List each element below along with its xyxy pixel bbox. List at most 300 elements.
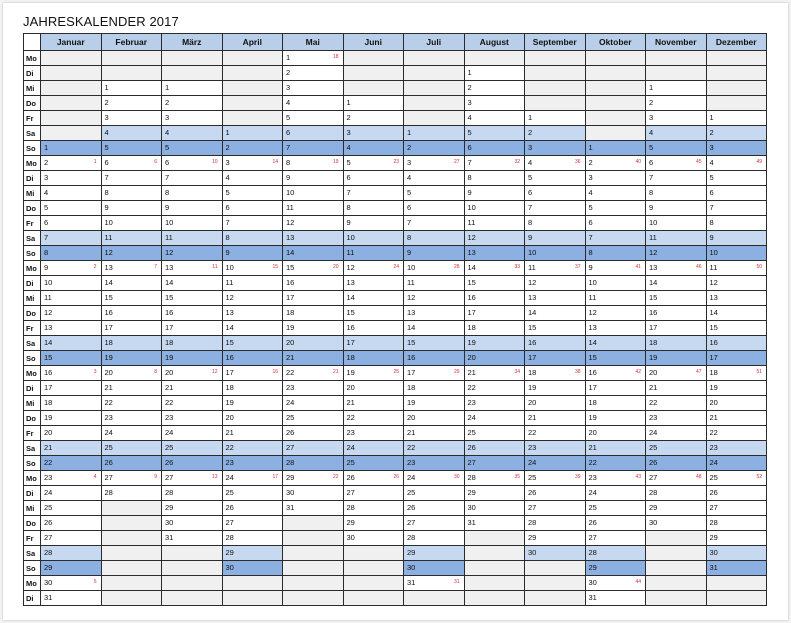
day-cell [646, 381, 707, 396]
day-cell [404, 141, 465, 156]
day-cell [101, 396, 162, 411]
day-number: 9 [44, 263, 49, 272]
day-cell [162, 126, 223, 141]
day-cell [585, 471, 646, 486]
day-cell [222, 171, 283, 186]
day-cell [404, 276, 465, 291]
day-number: 15 [588, 353, 597, 362]
calendar-row [24, 591, 767, 606]
day-cell [222, 336, 283, 351]
day-cell [464, 291, 525, 306]
day-cell [222, 516, 283, 531]
empty-cell [41, 111, 102, 126]
weekday-label: So [24, 141, 41, 156]
day-cell [585, 411, 646, 426]
week-number: 17 [272, 474, 278, 480]
day-number: 20 [225, 413, 234, 422]
day-cell [404, 486, 465, 501]
week-number: 38 [574, 369, 581, 375]
day-number: 27 [709, 503, 718, 512]
week-number: 49 [756, 159, 762, 165]
day-number: 5 [286, 113, 291, 122]
day-cell [283, 291, 344, 306]
day-number: 27 [104, 473, 113, 482]
day-number: 6 [44, 218, 49, 227]
day-cell [222, 366, 283, 381]
day-cell [464, 141, 525, 156]
day-cell [222, 216, 283, 231]
empty-cell [464, 51, 525, 66]
day-cell [646, 141, 707, 156]
day-number: 14 [649, 278, 658, 287]
day-number: 17 [225, 368, 234, 377]
day-cell [162, 261, 223, 276]
day-cell [283, 141, 344, 156]
week-number: 19 [332, 159, 339, 165]
day-number: 2 [165, 98, 170, 107]
empty-cell [706, 66, 767, 81]
day-number: 12 [528, 278, 537, 287]
day-cell [585, 546, 646, 561]
day-number: 10 [44, 278, 53, 287]
day-cell [283, 411, 344, 426]
day-number: 15 [225, 338, 234, 347]
day-cell [585, 216, 646, 231]
week-number: 21 [332, 369, 339, 375]
day-cell [464, 156, 525, 171]
empty-cell [404, 81, 465, 96]
day-cell [283, 246, 344, 261]
day-cell [585, 336, 646, 351]
day-cell [283, 456, 344, 471]
day-number: 14 [407, 323, 416, 332]
day-cell [343, 291, 404, 306]
day-number: 4 [225, 173, 230, 182]
day-number: 8 [44, 248, 49, 257]
empty-cell [343, 561, 404, 576]
calendar-row [24, 546, 767, 561]
calendar-row [24, 576, 767, 591]
day-cell [404, 426, 465, 441]
day-cell [706, 426, 767, 441]
day-cell [404, 321, 465, 336]
day-number: 3 [346, 128, 351, 137]
day-cell [646, 501, 707, 516]
day-number: 17 [467, 308, 476, 317]
day-cell [525, 201, 586, 216]
day-number: 21 [649, 383, 658, 392]
week-number: 42 [635, 369, 641, 375]
day-cell [41, 201, 102, 216]
day-cell [706, 216, 767, 231]
day-cell [101, 111, 162, 126]
day-number: 29 [286, 473, 295, 482]
day-cell [162, 216, 223, 231]
day-number: 28 [649, 488, 658, 497]
day-cell [464, 456, 525, 471]
day-number: 13 [44, 323, 53, 332]
day-cell [101, 126, 162, 141]
week-number: 45 [695, 159, 702, 165]
empty-cell [101, 51, 162, 66]
day-number: 30 [225, 563, 234, 572]
day-number: 21 [165, 383, 174, 392]
empty-cell [162, 51, 223, 66]
empty-cell [525, 576, 586, 591]
day-number: 28 [407, 533, 416, 542]
calendar-row [24, 51, 767, 66]
month-header: April [222, 34, 283, 51]
day-cell [41, 591, 102, 606]
day-number: 5 [104, 143, 109, 152]
day-number: 11 [407, 278, 415, 287]
day-number: 4 [346, 143, 351, 152]
day-number: 18 [588, 398, 597, 407]
day-cell [343, 426, 404, 441]
day-number: 14 [528, 308, 537, 317]
day-number: 13 [407, 308, 416, 317]
day-cell [283, 231, 344, 246]
day-cell [222, 426, 283, 441]
day-number: 5 [649, 143, 654, 152]
day-number: 1 [104, 83, 109, 92]
day-number: 6 [528, 188, 533, 197]
empty-cell [343, 51, 404, 66]
day-cell [525, 336, 586, 351]
day-number: 20 [467, 353, 476, 362]
day-cell [525, 501, 586, 516]
day-cell [646, 261, 707, 276]
empty-cell [222, 96, 283, 111]
day-number: 30 [528, 548, 537, 557]
day-number: 28 [225, 533, 234, 542]
day-number: 7 [528, 203, 533, 212]
day-cell [283, 321, 344, 336]
week-number: 27 [453, 159, 460, 165]
day-number: 31 [467, 518, 476, 527]
day-cell [585, 351, 646, 366]
day-number: 23 [286, 383, 295, 392]
day-cell [404, 441, 465, 456]
day-number: 30 [286, 488, 295, 497]
day-cell [404, 291, 465, 306]
day-cell [162, 81, 223, 96]
day-cell [404, 546, 465, 561]
day-cell [646, 276, 707, 291]
empty-cell [404, 66, 465, 81]
day-number: 15 [165, 293, 174, 302]
day-number: 23 [44, 473, 53, 482]
week-number: 2 [93, 264, 97, 270]
day-number: 12 [649, 248, 658, 257]
day-number: 6 [165, 158, 170, 167]
day-cell [41, 231, 102, 246]
day-number: 13 [225, 308, 234, 317]
empty-cell [343, 576, 404, 591]
day-cell [283, 216, 344, 231]
day-cell [162, 96, 223, 111]
day-number: 7 [407, 218, 412, 227]
weekday-label: Do [24, 306, 41, 321]
day-cell [646, 321, 707, 336]
day-number: 9 [225, 248, 230, 257]
calendar-row [24, 561, 767, 576]
month-header: Juni [343, 34, 404, 51]
day-cell [41, 276, 102, 291]
week-number: 31 [453, 579, 460, 585]
day-number: 26 [709, 488, 718, 497]
calendar-row [24, 141, 767, 156]
empty-cell [343, 546, 404, 561]
day-number: 3 [407, 158, 412, 167]
day-number: 27 [588, 533, 597, 542]
calendar-row [24, 81, 767, 96]
day-cell [404, 231, 465, 246]
day-cell [343, 306, 404, 321]
day-number: 20 [104, 368, 113, 377]
day-number: 11 [588, 293, 597, 302]
month-header: September [525, 34, 586, 51]
day-cell [464, 306, 525, 321]
day-number: 26 [104, 458, 113, 467]
week-number: 20 [332, 264, 339, 270]
day-cell [525, 306, 586, 321]
day-number: 11 [286, 203, 294, 212]
day-number: 24 [165, 428, 174, 437]
empty-cell [283, 591, 344, 606]
day-number: 8 [225, 233, 230, 242]
day-cell [162, 441, 223, 456]
day-number: 9 [286, 173, 291, 182]
day-number: 7 [467, 158, 472, 167]
day-cell [101, 276, 162, 291]
day-cell [222, 246, 283, 261]
day-cell [343, 531, 404, 546]
day-cell [585, 186, 646, 201]
day-cell [222, 321, 283, 336]
day-cell [404, 351, 465, 366]
day-cell [162, 426, 223, 441]
empty-cell [41, 66, 102, 81]
day-cell [464, 171, 525, 186]
day-number: 28 [286, 458, 295, 467]
week-number: 4 [93, 474, 97, 480]
day-number: 27 [44, 533, 53, 542]
day-number: 8 [588, 248, 593, 257]
calendar-row [24, 396, 767, 411]
week-number: 47 [695, 369, 702, 375]
day-number: 19 [709, 383, 718, 392]
day-cell [162, 366, 223, 381]
day-number: 8 [346, 203, 351, 212]
day-number: 17 [649, 323, 658, 332]
day-number: 26 [467, 443, 476, 452]
day-number: 30 [649, 518, 658, 527]
day-number: 13 [346, 278, 355, 287]
day-number: 16 [649, 308, 658, 317]
calendar-row [24, 411, 767, 426]
calendar-row [24, 291, 767, 306]
empty-cell [525, 591, 586, 606]
day-cell [41, 531, 102, 546]
day-number: 10 [467, 203, 476, 212]
day-cell [283, 276, 344, 291]
day-cell [404, 336, 465, 351]
day-number: 5 [407, 188, 412, 197]
day-number: 25 [225, 488, 234, 497]
day-cell [343, 516, 404, 531]
day-number: 18 [104, 338, 113, 347]
day-number: 26 [286, 428, 295, 437]
day-cell [222, 306, 283, 321]
day-cell [646, 96, 707, 111]
week-number: 29 [453, 369, 460, 375]
day-cell [41, 216, 102, 231]
day-cell [464, 201, 525, 216]
day-cell [706, 351, 767, 366]
day-cell [404, 366, 465, 381]
day-number: 8 [165, 188, 170, 197]
day-cell [283, 171, 344, 186]
calendar-row [24, 96, 767, 111]
day-cell [464, 276, 525, 291]
day-number: 28 [528, 518, 537, 527]
day-number: 27 [649, 473, 658, 482]
day-number: 13 [709, 293, 718, 302]
day-cell [404, 531, 465, 546]
empty-cell [525, 51, 586, 66]
day-cell [646, 246, 707, 261]
calendar-row [24, 516, 767, 531]
day-cell [283, 351, 344, 366]
week-number: 18 [332, 54, 339, 60]
day-cell [585, 531, 646, 546]
day-number: 4 [467, 113, 472, 122]
day-number: 19 [467, 338, 476, 347]
day-number: 20 [528, 398, 537, 407]
day-number: 24 [44, 488, 53, 497]
empty-cell [646, 51, 707, 66]
day-cell [646, 516, 707, 531]
day-number: 5 [528, 173, 533, 182]
empty-cell [41, 126, 102, 141]
empty-cell [343, 591, 404, 606]
day-number: 31 [44, 593, 53, 602]
day-cell [464, 501, 525, 516]
day-number: 23 [588, 473, 597, 482]
day-cell [283, 111, 344, 126]
weekday-label: Mo [24, 261, 41, 276]
day-number: 22 [407, 443, 416, 452]
day-number: 5 [346, 158, 351, 167]
day-cell [222, 456, 283, 471]
day-number: 6 [286, 128, 291, 137]
day-number: 12 [44, 308, 53, 317]
day-number: 25 [44, 503, 53, 512]
day-cell [525, 471, 586, 486]
day-cell [101, 141, 162, 156]
day-number: 22 [104, 398, 113, 407]
empty-cell [283, 561, 344, 576]
day-cell [41, 156, 102, 171]
day-cell [101, 441, 162, 456]
day-number: 4 [104, 128, 109, 137]
day-number: 7 [225, 218, 230, 227]
day-cell [525, 456, 586, 471]
day-number: 14 [346, 293, 355, 302]
day-cell [646, 336, 707, 351]
day-number: 10 [588, 278, 597, 287]
day-number: 10 [709, 248, 718, 257]
day-cell [343, 126, 404, 141]
day-cell [283, 156, 344, 171]
day-cell [706, 126, 767, 141]
empty-cell [646, 546, 707, 561]
day-number: 26 [44, 518, 53, 527]
day-cell [525, 126, 586, 141]
weekday-label: So [24, 351, 41, 366]
day-number: 29 [588, 563, 597, 572]
day-number: 11 [467, 218, 476, 227]
day-number: 10 [104, 218, 113, 227]
day-number: 9 [528, 233, 533, 242]
calendar-page [3, 3, 788, 620]
day-number: 3 [44, 173, 49, 182]
day-number: 23 [649, 413, 658, 422]
day-cell [162, 306, 223, 321]
day-number: 18 [286, 308, 295, 317]
weekday-label: Mi [24, 501, 41, 516]
day-cell [222, 531, 283, 546]
weekday-label: Mi [24, 81, 41, 96]
day-number: 23 [225, 458, 234, 467]
day-cell [404, 381, 465, 396]
day-number: 14 [44, 338, 53, 347]
day-cell [101, 96, 162, 111]
day-cell [404, 201, 465, 216]
day-number: 26 [649, 458, 658, 467]
day-cell [404, 306, 465, 321]
day-cell [646, 396, 707, 411]
weekday-label: So [24, 456, 41, 471]
day-cell [646, 156, 707, 171]
day-number: 23 [467, 398, 476, 407]
empty-cell [162, 591, 223, 606]
day-number: 15 [407, 338, 416, 347]
month-header: März [162, 34, 223, 51]
day-number: 25 [104, 443, 113, 452]
day-number: 27 [286, 443, 295, 452]
day-number: 21 [709, 413, 718, 422]
empty-cell [464, 531, 525, 546]
week-number: 12 [211, 369, 218, 375]
day-cell [162, 351, 223, 366]
day-number: 15 [286, 263, 295, 272]
day-cell [101, 366, 162, 381]
day-cell [706, 411, 767, 426]
weekday-label: Fr [24, 216, 41, 231]
day-number: 28 [44, 548, 53, 557]
day-number: 16 [407, 353, 416, 362]
day-number: 7 [44, 233, 49, 242]
empty-cell [101, 546, 162, 561]
day-number: 19 [649, 353, 658, 362]
day-number: 24 [528, 458, 537, 467]
empty-cell [101, 591, 162, 606]
day-number: 2 [286, 68, 291, 77]
year-calendar-table [23, 33, 767, 606]
day-cell [343, 186, 404, 201]
